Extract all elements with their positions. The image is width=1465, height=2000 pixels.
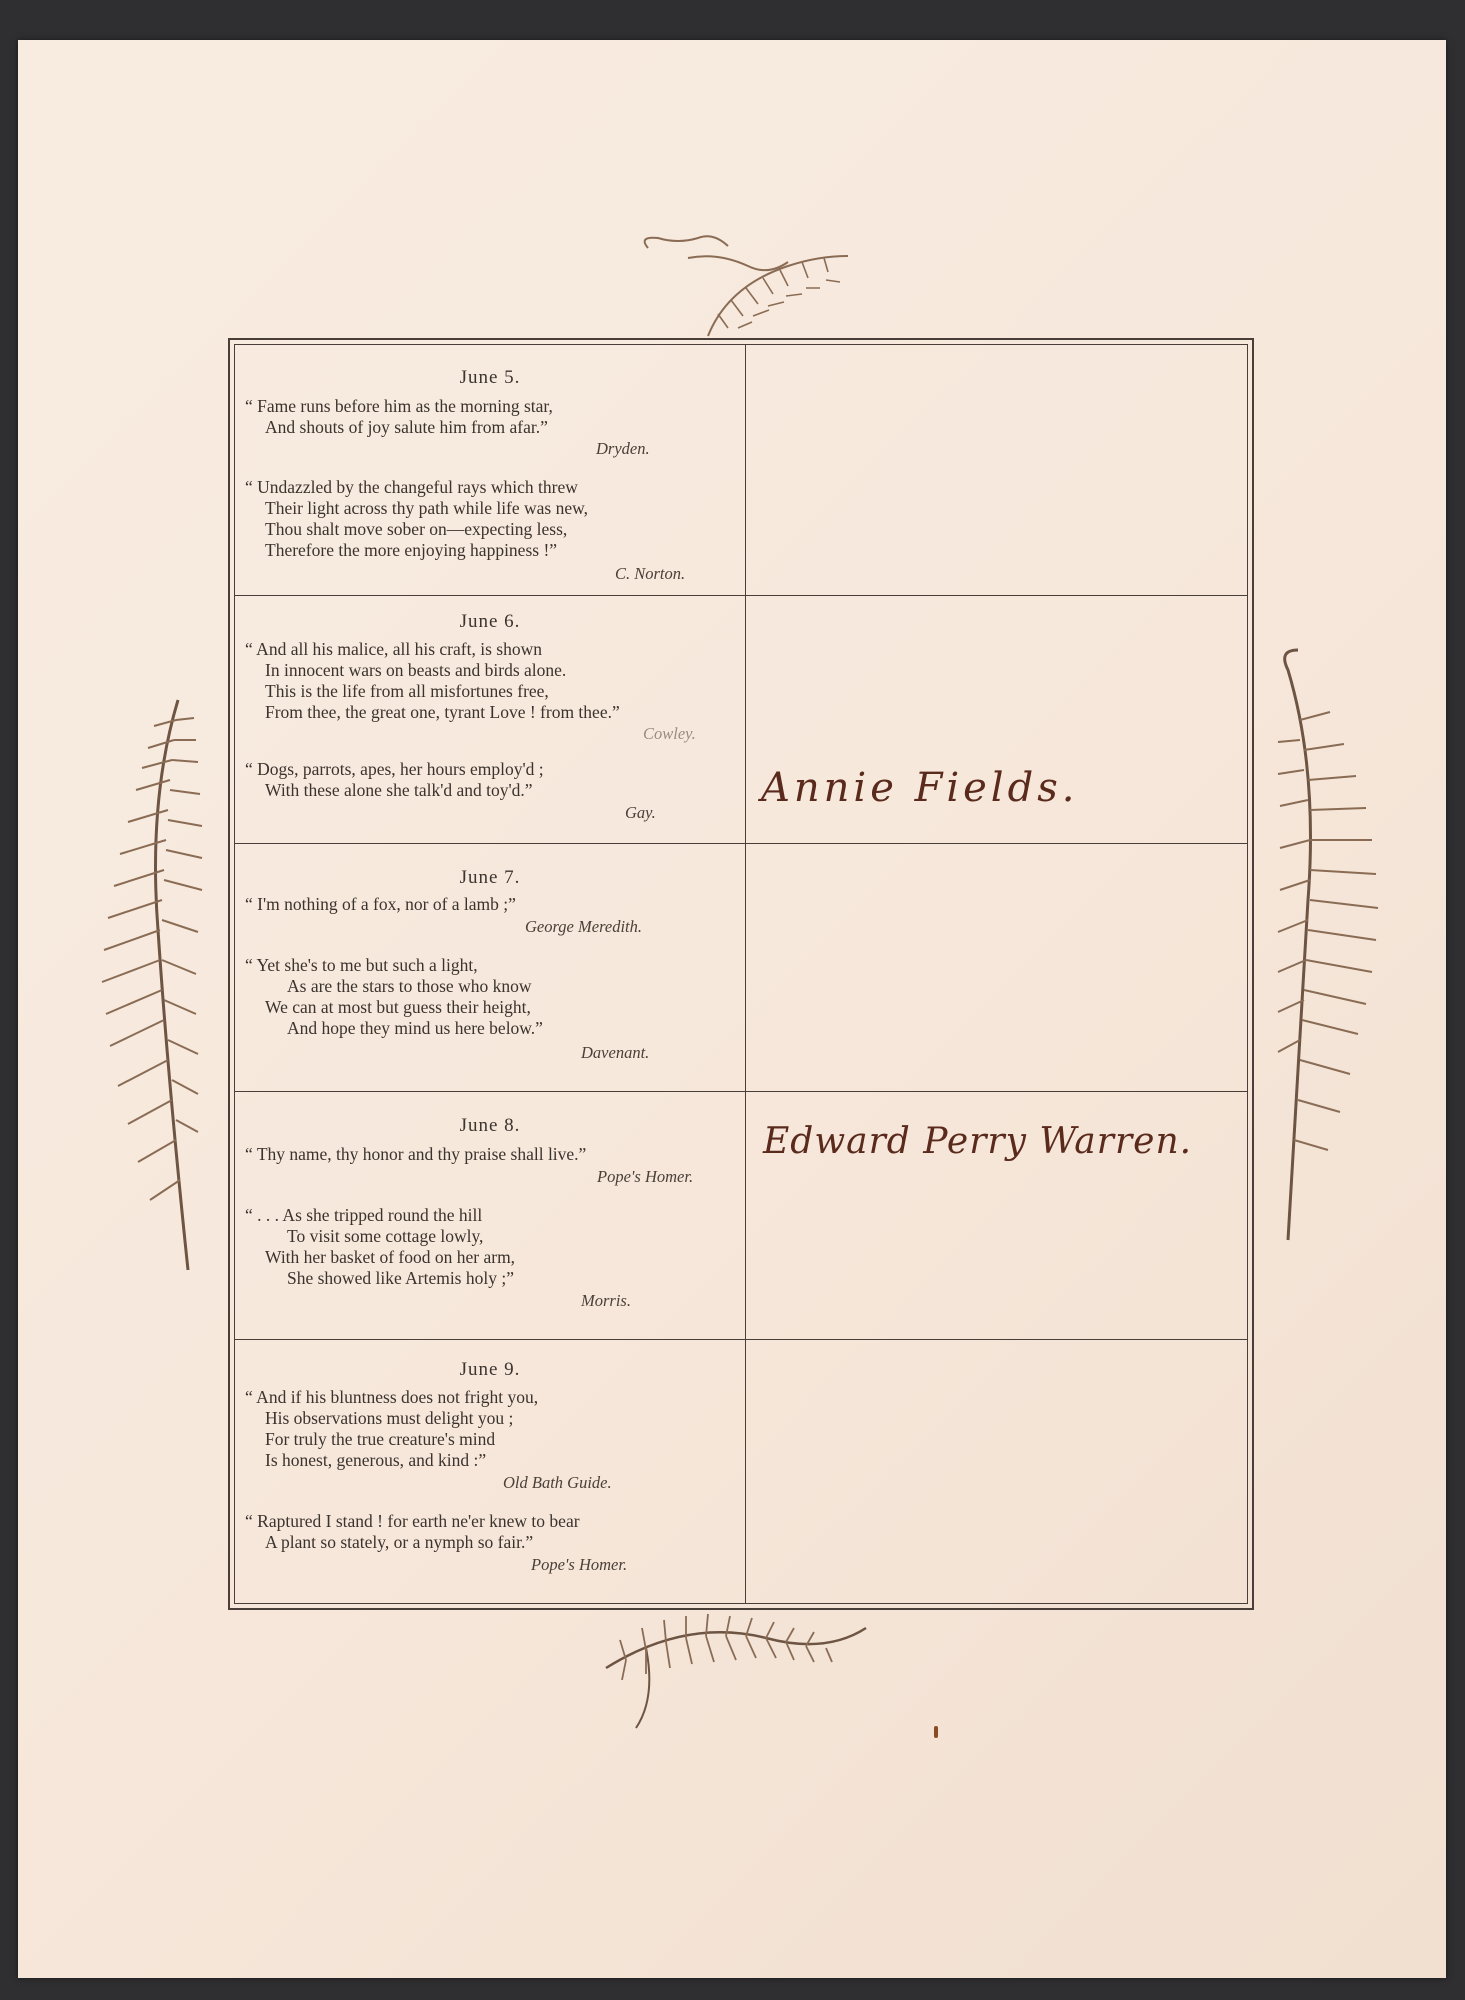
quote-line: “ Raptured I stand ! for earth ne'er knew to bear — [245, 1511, 580, 1531]
entry-date: June 9. — [459, 1359, 521, 1380]
quote-line: In innocent wars on beasts and birds alone. — [265, 660, 567, 680]
diary-table-inner — [234, 344, 1248, 1604]
quote-author: Pope's Homer. — [597, 1167, 694, 1186]
entry-date: June 5. — [459, 367, 521, 388]
quote-line: “ Yet she's to me but such a light, — [245, 955, 478, 975]
quote-block — [245, 1205, 725, 1289]
quote-cell — [235, 345, 746, 595]
quote-author: Morris. — [581, 1291, 631, 1310]
quote-line: Their light across thy path while life was new, — [265, 498, 589, 518]
quote-block — [245, 894, 725, 915]
quote-line: We can at most but guess their height, — [265, 997, 531, 1017]
quote-line: Is honest, generous, and kind :” — [265, 1450, 487, 1470]
quote-block — [245, 639, 725, 723]
handwritten-signature: Annie Fields. — [761, 765, 1079, 811]
quote-line: His observations must delight you ; — [265, 1408, 514, 1428]
quote-cell — [235, 1339, 746, 1603]
signature-cell[interactable] — [747, 1091, 1247, 1339]
quote-author: Davenant. — [581, 1043, 650, 1062]
quote-line: From thee, the great one, tyrant Love ! from thee.” — [265, 702, 620, 722]
quote-line: “ I'm nothing of a fox, nor of a lamb ;” — [245, 894, 516, 914]
entry-row-june-7 — [235, 843, 1247, 1092]
quote-author: C. Norton. — [615, 564, 686, 583]
quote-author: Dryden. — [596, 439, 650, 458]
quote-line: “ Fame runs before him as the morning star, — [245, 396, 553, 416]
quote-line: She showed like Artemis holy ;” — [287, 1268, 514, 1288]
quote-author: Old Bath Guide. — [503, 1473, 612, 1492]
quote-block — [245, 1511, 725, 1553]
quote-line: With her basket of food on her arm, — [265, 1247, 516, 1267]
quote-line: “ Thy name, thy honor and thy praise shall live.” — [245, 1144, 587, 1164]
quote-author: Cowley. — [643, 724, 696, 743]
entry-row-june-8 — [235, 1091, 1247, 1340]
quote-cell — [235, 595, 746, 843]
quote-line: And hope they mind us here below.” — [287, 1018, 543, 1038]
quote-block — [245, 396, 725, 438]
quote-line: “ And all his malice, all his craft, is shown — [245, 639, 542, 659]
quote-author: Gay. — [625, 803, 656, 822]
quote-line: And shouts of joy salute him from afar.” — [265, 417, 548, 437]
quote-line: Thou shalt move sober on—expecting less, — [265, 519, 568, 539]
signature-cell[interactable] — [747, 595, 1247, 843]
quote-line: “ And if his bluntness does not fright you, — [245, 1387, 539, 1407]
diary-table — [228, 338, 1254, 1610]
quote-block — [245, 1387, 725, 1471]
fern-ornament-bottom — [566, 1608, 906, 1738]
book-page — [18, 40, 1446, 1978]
quote-line: For truly the true creature's mind — [265, 1429, 496, 1449]
quote-block — [245, 1144, 725, 1165]
quote-line: With these alone she talk'd and toy'd.” — [265, 780, 533, 800]
entry-date: June 7. — [459, 867, 521, 888]
signature-cell[interactable] — [747, 843, 1247, 1091]
quote-block — [245, 955, 725, 1039]
fern-ornament-left — [88, 680, 238, 1280]
quote-line: This is the life from all misfortunes free, — [265, 681, 549, 701]
signature-cell[interactable] — [747, 1339, 1247, 1603]
signature-cell[interactable] — [747, 345, 1247, 595]
fern-ornament-right — [1248, 640, 1408, 1260]
quote-block — [245, 759, 725, 801]
handwritten-signature: Edward Perry Warren. — [763, 1121, 1193, 1162]
quote-author: Pope's Homer. — [531, 1555, 628, 1574]
fern-ornament-top — [618, 228, 878, 338]
quote-line: “ . . . As she tripped round the hill — [245, 1205, 483, 1225]
quote-cell — [235, 1091, 746, 1339]
quote-author: George Meredith. — [525, 917, 642, 936]
entry-row-june-9 — [235, 1339, 1247, 1603]
quote-block — [245, 477, 725, 561]
entry-date: June 6. — [459, 611, 521, 632]
quote-line: Therefore the more enjoying happiness !” — [265, 540, 558, 560]
quote-line: “ Dogs, parrots, apes, her hours employ'd ; — [245, 759, 544, 779]
quote-cell — [235, 843, 746, 1091]
quote-line: As are the stars to those who know — [287, 976, 532, 996]
entry-date: June 8. — [459, 1115, 521, 1136]
entry-row-june-6 — [235, 595, 1247, 844]
quote-line: “ Undazzled by the changeful rays which threw — [245, 477, 578, 497]
quote-line: To visit some cottage lowly, — [287, 1226, 484, 1246]
entry-row-june-5 — [235, 345, 1247, 596]
ink-mark — [934, 1726, 938, 1738]
quote-line: A plant so stately, or a nymph so fair.” — [265, 1532, 534, 1552]
